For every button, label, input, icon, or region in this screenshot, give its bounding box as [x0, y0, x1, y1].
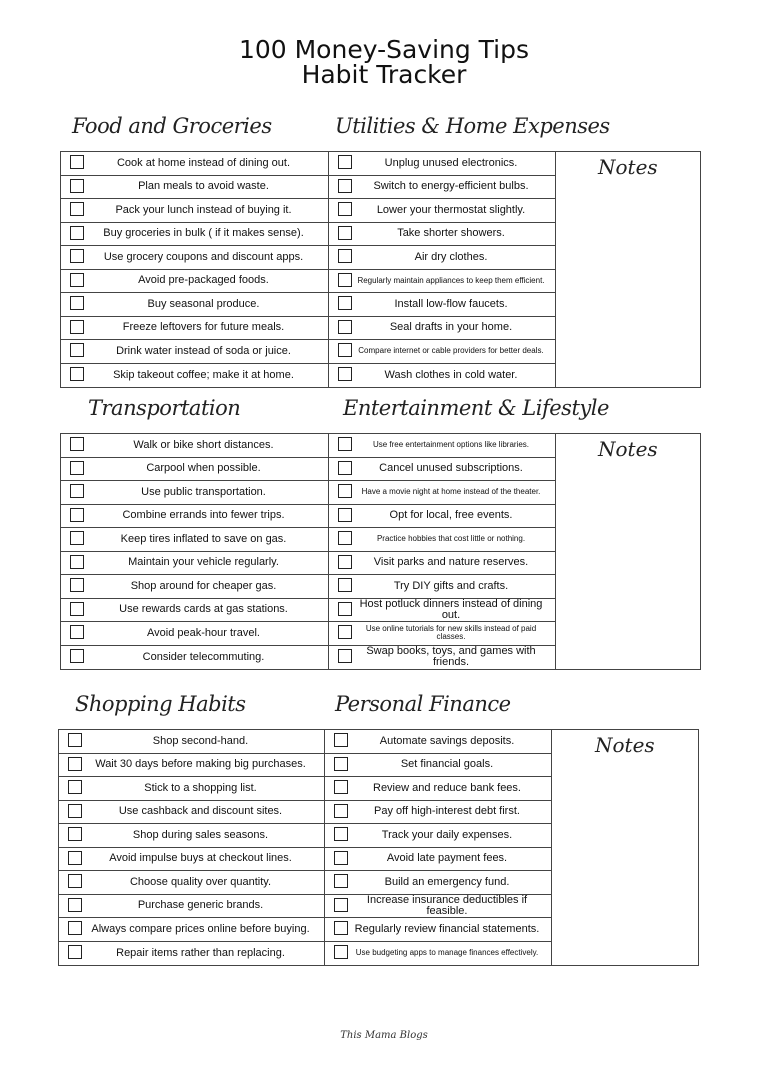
tip-label: Shop during sales seasons.	[132, 828, 269, 841]
checkbox[interactable]	[70, 367, 84, 381]
checkbox[interactable]	[338, 625, 352, 639]
tip-label: Avoid impulse buys at checkout lines.	[109, 852, 292, 865]
checkbox[interactable]	[70, 155, 84, 169]
tip-label: Avoid peak-hour travel.	[147, 626, 260, 639]
checklist-row	[329, 364, 555, 388]
checkbox[interactable]	[338, 578, 352, 592]
tip-label: Wash clothes in cold water.	[384, 368, 518, 381]
tip-label: Automate savings deposits.	[379, 734, 515, 747]
tip-label: Switch to energy-efficient bulbs.	[373, 180, 529, 193]
checkbox[interactable]	[70, 508, 84, 522]
checklist-row	[59, 942, 324, 966]
tip-label: Build an emergency fund.	[384, 875, 510, 888]
section-heading-middle: Utilities & Home Expenses	[335, 114, 610, 138]
checklist-row	[329, 505, 555, 529]
checklist-row	[61, 434, 328, 458]
checkbox[interactable]	[68, 851, 82, 865]
tip-label: Try DIY gifts and crafts.	[393, 579, 509, 592]
notes-label: Notes	[598, 437, 658, 461]
checkbox[interactable]	[70, 531, 84, 545]
tip-label: Combine errands into fewer trips.	[122, 509, 285, 522]
notes-label: Notes	[598, 155, 658, 179]
checkbox[interactable]	[338, 602, 352, 616]
checkbox[interactable]	[70, 602, 84, 616]
tip-label: Shop second-hand.	[152, 734, 249, 747]
checklist-grid	[58, 729, 699, 966]
checkbox[interactable]	[338, 437, 352, 451]
tip-label: Cancel unused subscriptions.	[379, 462, 523, 475]
checklist-row	[59, 801, 324, 825]
checklist-row	[61, 364, 328, 388]
checklist-row	[61, 317, 328, 341]
checklist-row	[61, 552, 328, 576]
tip-label: Pack your lunch instead of buying it.	[115, 203, 292, 216]
tip-label: Consider telecommuting.	[142, 650, 265, 663]
tip-label: Freeze leftovers for future meals.	[122, 321, 285, 334]
checkbox[interactable]	[68, 921, 82, 935]
checklist-row	[61, 246, 328, 270]
checkbox[interactable]	[68, 874, 82, 888]
checklist-row	[61, 646, 328, 670]
checkbox[interactable]	[334, 804, 348, 818]
checklist-row	[329, 599, 555, 623]
tip-label: Use budgeting apps to manage finances effectively.	[355, 948, 539, 958]
tip-label: Skip takeout coffee; make it at home.	[113, 368, 294, 381]
checkbox[interactable]	[338, 155, 352, 169]
checkbox[interactable]	[338, 367, 352, 381]
checkbox[interactable]	[334, 733, 348, 747]
checkbox[interactable]	[338, 273, 352, 287]
checkbox[interactable]	[338, 320, 352, 334]
tip-label: Lower your thermostat slightly.	[376, 203, 526, 216]
tip-label: Track your daily expenses.	[381, 828, 513, 841]
checklist-row	[59, 754, 324, 778]
checklist-row	[59, 871, 324, 895]
page-title-line-2: Habit Tracker	[301, 60, 467, 89]
checklist-row	[325, 801, 551, 825]
checkbox[interactable]	[338, 179, 352, 193]
checklist-row	[61, 528, 328, 552]
checkbox[interactable]	[338, 531, 352, 545]
checkbox[interactable]	[338, 202, 352, 216]
checklist-row	[329, 340, 555, 364]
footer-brand: This Mama Blogs	[340, 1030, 428, 1041]
checklist-row	[61, 152, 328, 176]
checklist-row	[59, 918, 324, 942]
tip-label: Regularly maintain appliances to keep them efficient.	[357, 275, 545, 285]
checkbox[interactable]	[70, 273, 84, 287]
page-title-line-1: 100 Money-Saving Tips	[238, 35, 530, 64]
tip-label: Maintain your vehicle regularly.	[128, 556, 279, 569]
checkbox[interactable]	[338, 555, 352, 569]
tip-label: Set financial goals.	[400, 758, 494, 771]
checkbox[interactable]	[70, 484, 84, 498]
tip-label: Pay off high-interest debt first.	[374, 805, 520, 818]
tip-label: Stick to a shopping list.	[144, 781, 257, 794]
tip-label: Choose quality over quantity.	[129, 875, 272, 888]
checklist-row	[61, 340, 328, 364]
checkbox[interactable]	[334, 921, 348, 935]
checkbox[interactable]	[70, 296, 84, 310]
tip-label: Have a movie night at home instead of the theater.	[361, 487, 541, 497]
checkbox[interactable]	[338, 343, 352, 357]
checkbox[interactable]	[338, 226, 352, 240]
checklist-row	[61, 223, 328, 247]
checkbox[interactable]	[70, 649, 84, 663]
tip-label: Wait 30 days before making big purchases.	[95, 758, 306, 771]
tip-label: Install low-flow faucets.	[394, 297, 508, 310]
section-heading-left: Food and Groceries	[72, 114, 272, 138]
tip-label: Use free entertainment options like libraries.	[372, 440, 530, 450]
checklist-row	[59, 777, 324, 801]
checkbox[interactable]	[338, 461, 352, 475]
checkbox[interactable]	[334, 945, 348, 959]
checklist-row	[329, 458, 555, 482]
tip-label: Practice hobbies that cost little or nothing.	[376, 534, 526, 544]
checklist-row	[329, 622, 555, 646]
checkbox[interactable]	[68, 827, 82, 841]
tip-label: Buy seasonal produce.	[147, 297, 260, 310]
checklist-row	[61, 622, 328, 646]
section-heading-middle: Personal Finance	[335, 692, 511, 716]
checklist-row	[61, 458, 328, 482]
checklist-row	[329, 481, 555, 505]
tip-label: Shop around for cheaper gas.	[130, 579, 277, 592]
checkbox[interactable]	[334, 874, 348, 888]
checkbox[interactable]	[70, 437, 84, 451]
tip-label: Compare internet or cable providers for better deals.	[358, 346, 544, 356]
tip-label: Purchase generic brands.	[137, 899, 264, 912]
checklist-row	[329, 293, 555, 317]
checklist-row	[61, 575, 328, 599]
checklist-row	[325, 754, 551, 778]
checkbox[interactable]	[70, 179, 84, 193]
tip-label: Use online tutorials for new skills instead of paid classes.	[365, 624, 537, 642]
tip-label: Take shorter showers.	[397, 227, 505, 240]
checkbox[interactable]	[68, 898, 82, 912]
checkbox[interactable]	[68, 945, 82, 959]
checklist-row	[325, 824, 551, 848]
checkbox[interactable]	[338, 484, 352, 498]
checkbox[interactable]	[70, 202, 84, 216]
checklist-row	[61, 293, 328, 317]
checklist-row	[325, 777, 551, 801]
notes-label: Notes	[595, 733, 655, 757]
checklist-row	[325, 895, 551, 919]
checklist-row	[59, 895, 324, 919]
checklist-row	[329, 199, 555, 223]
checkbox[interactable]	[70, 226, 84, 240]
checkbox[interactable]	[70, 320, 84, 334]
tip-label: Unplug unused electronics.	[384, 156, 518, 169]
checklist-column-middle	[325, 730, 552, 965]
checklist-column-left	[61, 152, 329, 387]
checklist-row	[59, 730, 324, 754]
checkbox[interactable]	[338, 649, 352, 663]
section-heading-middle: Entertainment & Lifestyle	[343, 396, 609, 420]
checklist-row	[61, 270, 328, 294]
tip-label: Avoid late payment fees.	[386, 852, 508, 865]
tip-label: Cook at home instead of dining out.	[116, 156, 291, 169]
tip-label: Host potluck dinners instead of dining out.	[359, 597, 543, 621]
checklist-row	[329, 646, 555, 670]
checklist-row	[329, 317, 555, 341]
tip-label: Repair items rather than replacing.	[116, 946, 285, 959]
checkbox[interactable]	[70, 249, 84, 263]
checkbox[interactable]	[68, 757, 82, 771]
checklist-row	[329, 575, 555, 599]
notes-area[interactable]	[556, 434, 700, 669]
tip-label: Use grocery coupons and discount apps.	[103, 250, 304, 263]
checkbox[interactable]	[334, 851, 348, 865]
tip-label: Seal drafts in your home.	[389, 321, 513, 334]
checklist-row	[325, 918, 551, 942]
checklist-row	[59, 848, 324, 872]
checkbox[interactable]	[334, 757, 348, 771]
checklist-row	[61, 599, 328, 623]
checkbox[interactable]	[338, 249, 352, 263]
checklist-row	[329, 246, 555, 270]
checklist-column-middle	[329, 434, 556, 669]
notes-area[interactable]	[556, 152, 700, 387]
checkbox[interactable]	[334, 780, 348, 794]
tip-label: Increase insurance deductibles if feasible.	[366, 893, 528, 917]
checklist-row	[329, 434, 555, 458]
checklist-row	[61, 505, 328, 529]
checklist-row	[329, 528, 555, 552]
checkbox[interactable]	[338, 508, 352, 522]
checkbox[interactable]	[338, 296, 352, 310]
tip-label: Use cashback and discount sites.	[118, 805, 283, 818]
checkbox[interactable]	[70, 625, 84, 639]
checklist-row	[329, 152, 555, 176]
tip-label: Carpool when possible.	[146, 462, 261, 475]
checklist-row	[329, 223, 555, 247]
checklist-row	[325, 871, 551, 895]
checkbox[interactable]	[70, 461, 84, 475]
checkbox[interactable]	[70, 343, 84, 357]
checklist-row	[325, 730, 551, 754]
section-heading-left: Shopping Habits	[75, 692, 246, 716]
checkbox[interactable]	[334, 827, 348, 841]
notes-area[interactable]	[552, 730, 698, 965]
checklist-row	[61, 199, 328, 223]
tip-label: Regularly review financial statements.	[354, 922, 540, 935]
checklist-column-left	[59, 730, 325, 965]
checklist-row	[329, 270, 555, 294]
checkbox[interactable]	[70, 555, 84, 569]
checklist-row	[325, 848, 551, 872]
tip-label: Air dry clothes.	[414, 250, 488, 263]
tip-label: Drink water instead of soda or juice.	[116, 344, 291, 357]
tip-label: Walk or bike short distances.	[133, 438, 274, 451]
checklist-row	[325, 942, 551, 966]
tip-label: Avoid pre-packaged foods.	[138, 274, 269, 287]
checklist-row	[61, 176, 328, 200]
tip-label: Use public transportation.	[141, 485, 266, 498]
checkbox[interactable]	[68, 780, 82, 794]
checkbox[interactable]	[68, 804, 82, 818]
tip-label: Swap books, toys, and games with friends.	[366, 645, 536, 669]
tip-label: Visit parks and nature reserves.	[373, 556, 529, 569]
checklist-row	[329, 176, 555, 200]
tip-label: Opt for local, free events.	[389, 509, 513, 522]
checklist-row	[61, 481, 328, 505]
checklist-grid	[60, 433, 701, 670]
tip-label: Review and reduce bank fees.	[373, 781, 521, 794]
checklist-column-left	[61, 434, 329, 669]
tip-label: Keep tires inflated to save on gas.	[120, 532, 287, 545]
checklist-row	[59, 824, 324, 848]
checklist-row	[329, 552, 555, 576]
checklist-grid	[60, 151, 701, 388]
checkbox[interactable]	[334, 898, 348, 912]
checkbox[interactable]	[68, 733, 82, 747]
tip-label: Always compare prices online before buying.	[91, 922, 310, 935]
tip-label: Use rewards cards at gas stations.	[119, 603, 288, 616]
tip-label: Buy groceries in bulk ( if it makes sense).	[103, 227, 304, 240]
checklist-column-middle	[329, 152, 556, 387]
section-heading-left: Transportation	[88, 396, 241, 420]
tip-label: Plan meals to avoid waste.	[138, 180, 269, 193]
checkbox[interactable]	[70, 578, 84, 592]
